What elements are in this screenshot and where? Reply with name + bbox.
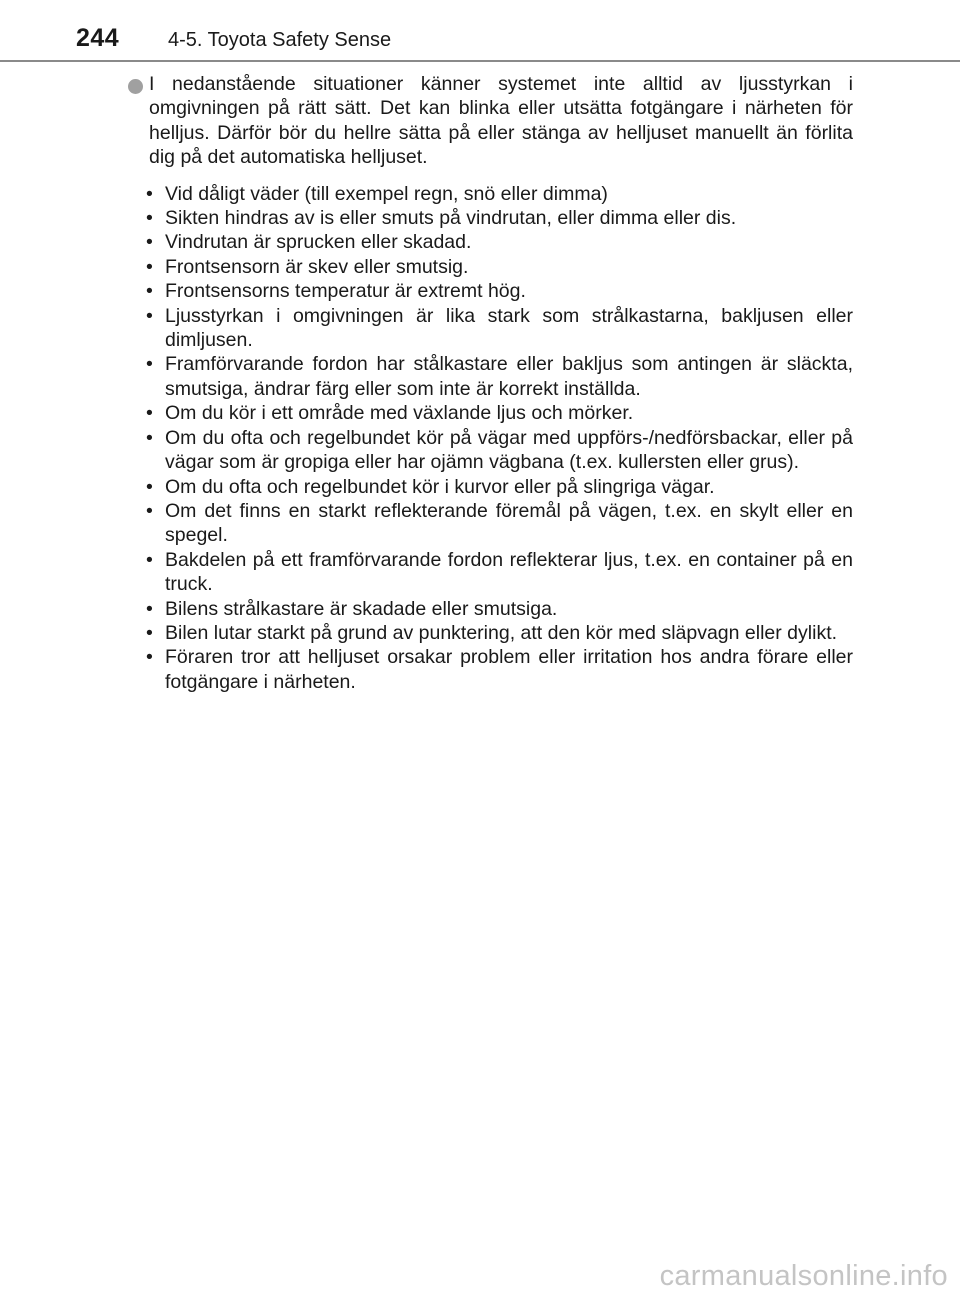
header-divider [0, 60, 960, 62]
list-item [146, 645, 853, 694]
list-item-text: Om det finns en starkt reflekterande föremål på vägen, t.ex. en skylt eller en spegel. [165, 499, 853, 547]
list-item [146, 255, 853, 279]
section-title: 4-5. Toyota Safety Sense [168, 29, 392, 51]
bullet-dot-icon: • [146, 499, 153, 522]
bullet-dot-icon: • [146, 182, 153, 205]
list-item-text: Bilen lutar starkt på grund av punktering, att den kör med släpvagn eller dylikt. [165, 621, 838, 644]
list-item-text: Bakdelen på ett framförvarande fordon reflekterar ljus, t.ex. en container på en truck. [165, 548, 853, 596]
list-item [146, 206, 853, 230]
list-item [146, 182, 853, 206]
bullet-dot-icon: • [146, 597, 153, 620]
bullet-dot-icon: • [146, 353, 153, 376]
lead-item [128, 72, 853, 170]
page-header [0, 0, 960, 62]
page-content [128, 72, 853, 694]
list-item-text: Om du ofta och regelbundet kör på vägar med uppförs-/nedförsbackar, eller på vägar som är gropiga eller har ojämn vägbana (t.ex. kullersten eller grus). [165, 426, 853, 474]
list-item-text: Vid dåligt väder (till exempel regn, snö eller dimma) [165, 182, 608, 205]
bullet-dot-icon: • [146, 231, 153, 254]
bullet-dot-icon: • [146, 548, 153, 571]
list-item-text: Vindrutan är sprucken eller skadad. [165, 231, 472, 254]
list-item [146, 304, 853, 353]
bullet-dot-icon: • [146, 255, 153, 278]
list-item-text: Sikten hindras av is eller smuts på vindrutan, eller dimma eller dis. [165, 207, 737, 230]
list-item [146, 621, 853, 645]
bullet-dot-icon: • [146, 280, 153, 303]
list-item-text: Föraren tror att helljuset orsakar problem eller irritation hos andra förare eller fotgängare i närheten. [165, 646, 853, 693]
bullet-dot-icon: • [146, 475, 153, 498]
list-item [146, 426, 853, 475]
circle-bullet-icon [128, 79, 143, 94]
bullet-dot-icon: • [146, 207, 153, 230]
bullet-dot-icon: • [146, 621, 153, 644]
bullet-dot-icon: • [146, 304, 153, 327]
list-item [146, 475, 853, 499]
list-item [146, 597, 853, 621]
list-item [146, 499, 853, 548]
list-item-text: Om du kör i ett område med växlande ljus och mörker. [165, 402, 634, 425]
list-item [146, 352, 853, 401]
list-item-text: Framförvarande fordon har stålkastare eller bakljus som antingen är släckta, smutsiga, ändrar färg eller som inte är korrekt inställda. [165, 353, 853, 400]
bullet-dot-icon: • [146, 402, 153, 425]
page-number: 244 [76, 24, 120, 52]
list-item [146, 279, 853, 303]
watermark: carmanualsonline.info [659, 1260, 948, 1292]
condition-list [146, 182, 853, 695]
list-item-text: Frontsensorn är skev eller smutsig. [165, 255, 469, 278]
list-item [146, 401, 853, 425]
lead-paragraph: I nedanstående situationer känner systemet inte alltid av ljusstyrkan i omgivningen på rätt sätt. Det kan blinka eller utsätta fotgängare i närheten för helljus. Därför bör du hellre sätta på eller stänga av helljuset manuellt än förlita dig på det automatiska helljuset. [149, 73, 853, 169]
list-item-text: Ljusstyrkan i omgivningen är lika stark som strålkastarna, bakljusen eller dimljusen. [165, 304, 853, 352]
bullet-dot-icon: • [146, 646, 153, 669]
list-item [146, 230, 853, 254]
list-item-text: Om du ofta och regelbundet kör i kurvor eller på slingriga vägar. [165, 475, 715, 498]
list-item-text: Bilens strålkastare är skadade eller smutsiga. [165, 597, 558, 620]
bullet-dot-icon: • [146, 426, 153, 449]
list-item-text: Frontsensorns temperatur är extremt hög. [165, 280, 526, 303]
list-item [146, 548, 853, 597]
